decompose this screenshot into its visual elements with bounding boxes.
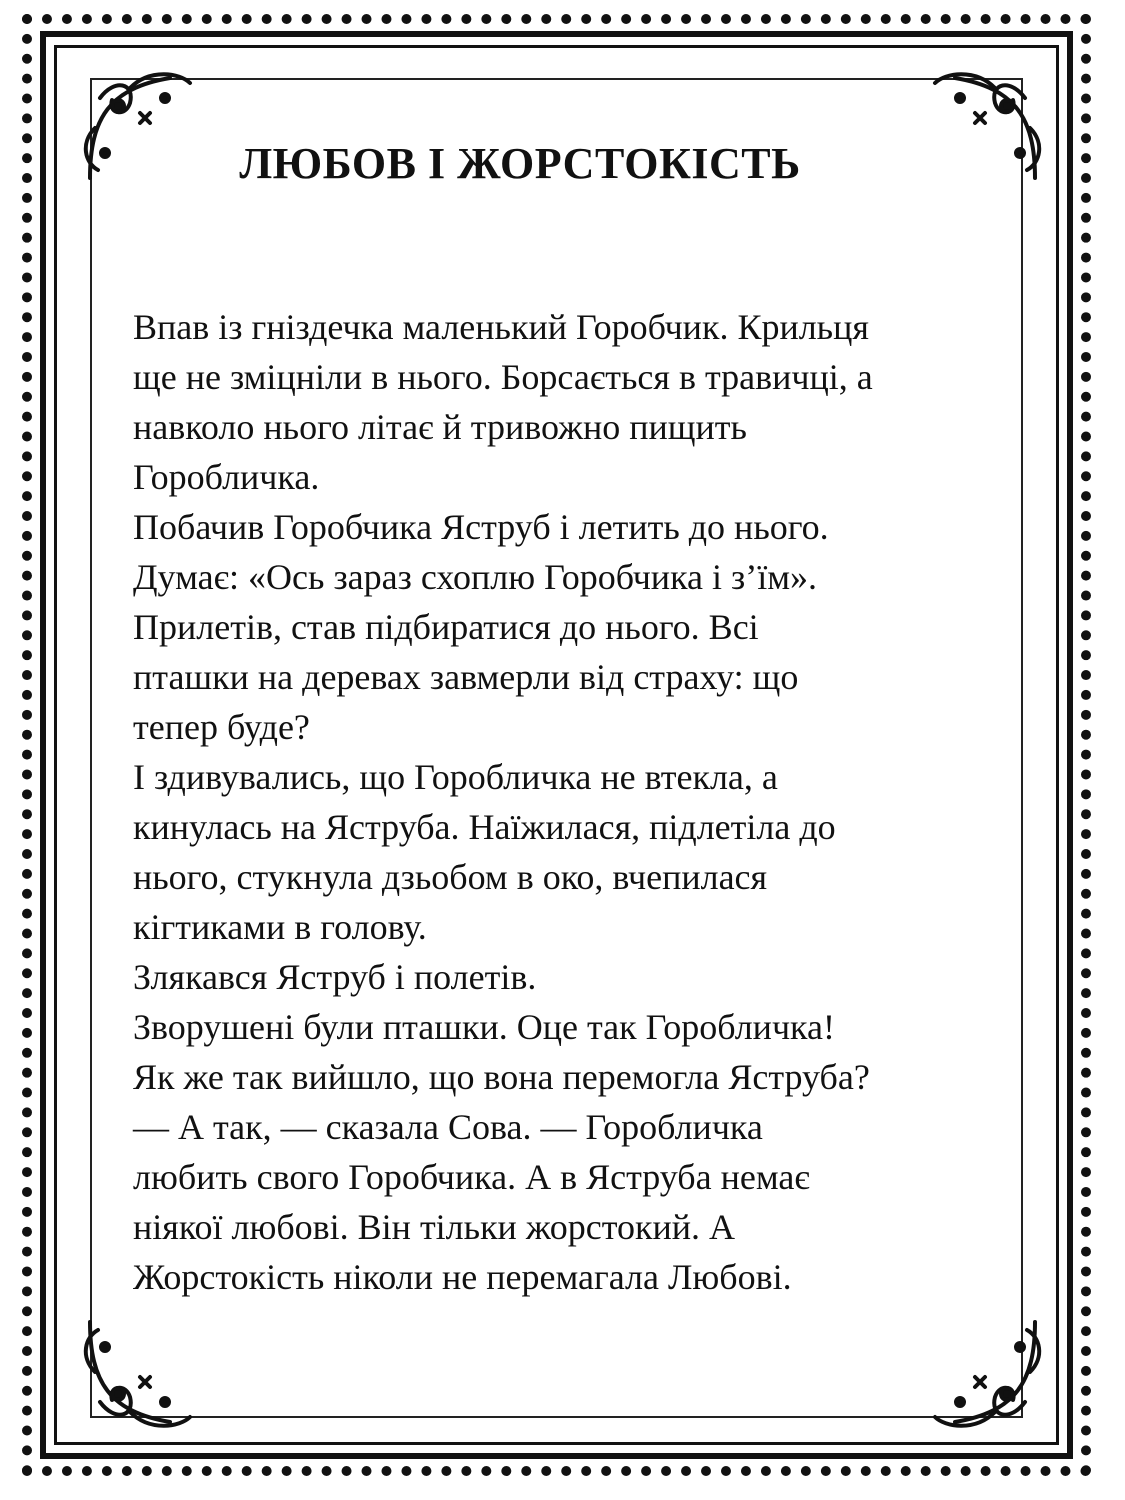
story-line: Злякався Яструб і полетів.	[133, 957, 537, 997]
corner-flourish-icon	[70, 1302, 210, 1442]
corner-flourish-icon	[915, 1302, 1055, 1442]
story-title: ЛЮБОВ І ЖОРСТОКІСТЬ	[239, 139, 801, 188]
story-line: Жорстокість ніколи не перемагала Любові.	[133, 1257, 792, 1297]
story-line: — А так, — сказала Сова. — Горобличка	[133, 1107, 763, 1147]
story-line: ще не зміцніли в нього. Борсається в травичці, а	[133, 357, 873, 397]
story-line: Прилетів, став підбиратися до нього. Всі	[133, 607, 759, 647]
story-line: Побачив Горобчика Яструб і летить до нього.	[133, 507, 829, 547]
story-line: тепер буде?	[133, 707, 310, 747]
story-line: Горобличка.	[133, 457, 320, 497]
story-line: кігтиками в голову.	[133, 907, 427, 947]
story-line: Як же так вийшло, що вона перемогла Яструба?	[133, 1057, 870, 1097]
story-line: навколо нього літає й тривожно пищить	[133, 407, 747, 447]
story-line: Зворушені були пташки. Оце так Горобличка!	[133, 1007, 835, 1047]
story-body	[133, 302, 1013, 1302]
story-line: любить свого Горобчика. А в Яструба немає	[133, 1157, 810, 1197]
story-line: нього, стукнула дзьобом в око, вчепилася	[133, 857, 768, 897]
story-line: Думає: «Ось зараз схоплю Горобчика і з’їм».	[133, 557, 817, 597]
story-line: пташки на деревах завмерли від страху: що	[133, 657, 799, 697]
story-line: Впав із гніздечка маленький Горобчик. Крильця	[133, 307, 869, 347]
story-line: ніякої любові. Він тільки жорстокий. А	[133, 1207, 736, 1247]
story-line: І здивувались, що Горобличка не втекла, а	[133, 757, 778, 797]
story-line: кинулась на Яструба. Наїжилася, підлетіла до	[133, 807, 836, 847]
